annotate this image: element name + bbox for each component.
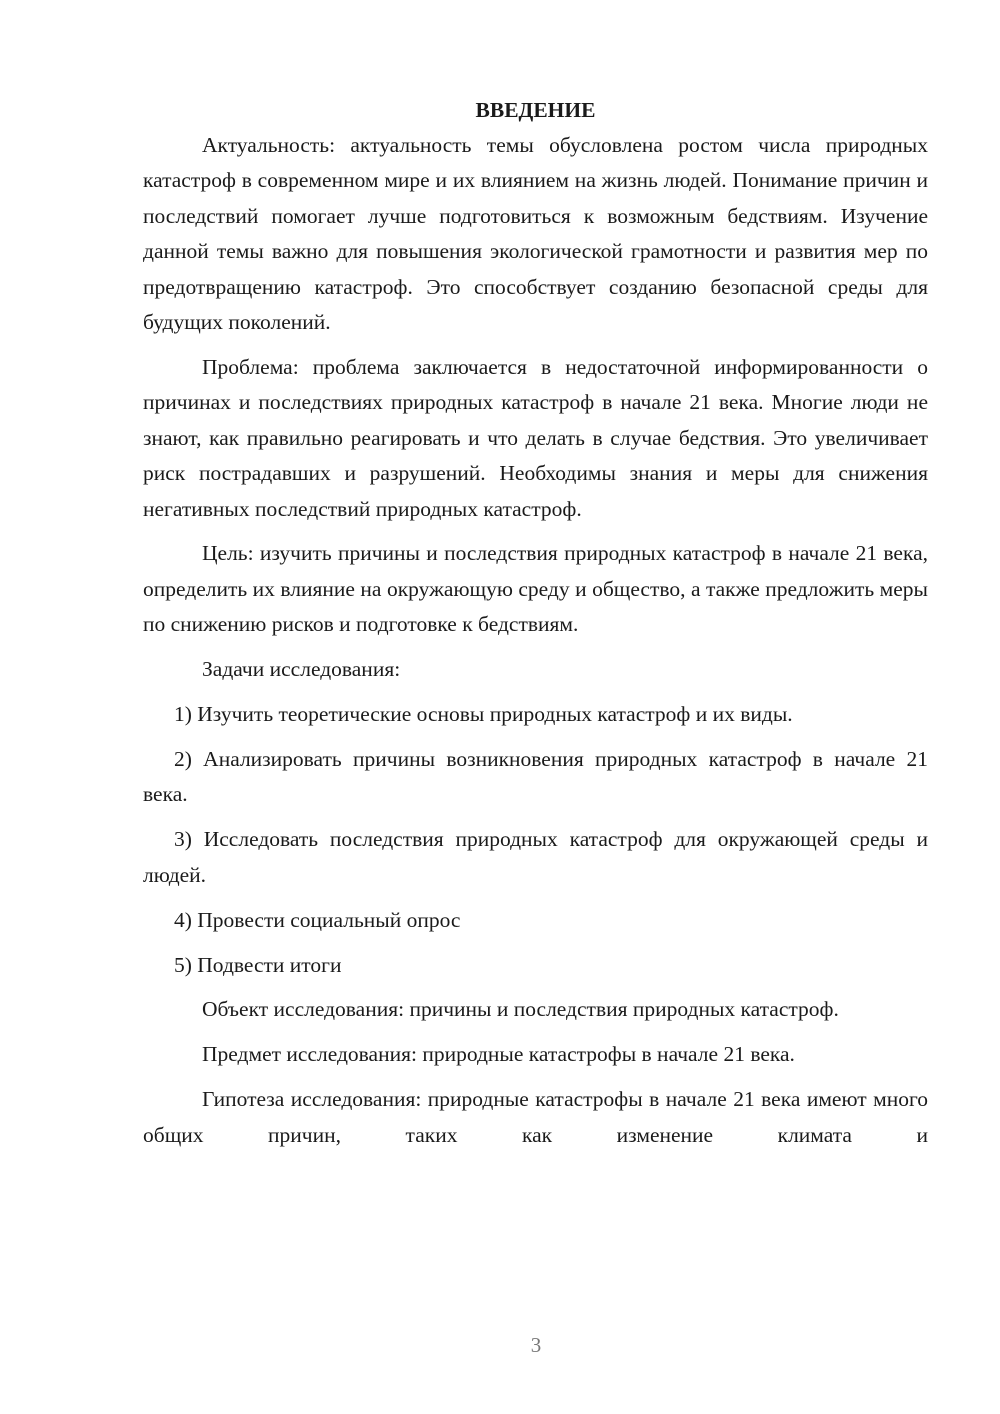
task-item-3: 3) Исследовать последствия природных катастроф для окружающей среды и людей. bbox=[143, 827, 928, 887]
hypothesis-paragraph: Гипотеза исследования: природные катастрофы в начале 21 века имеют много общих причин, таких как изменение климата и bbox=[143, 1087, 928, 1147]
task-item-5: 5) Подвести итоги bbox=[174, 952, 342, 977]
task-item-1: 1) Изучить теоретические основы природных катастроф и их виды. bbox=[174, 702, 793, 727]
object-paragraph: Объект исследования: причины и последствия природных катастроф. bbox=[202, 997, 839, 1022]
tasks-title: Задачи исследования: bbox=[202, 657, 401, 682]
goal-paragraph: Цель: изучить причины и последствия природных катастроф в начале 21 века, определить их влияние на окружающую среду и общество, а также предложить меры по снижению рисков и подготовке к бедствиям. bbox=[143, 541, 928, 637]
task-item-4: 4) Провести социальный опрос bbox=[174, 907, 461, 932]
task-item-2: 2) Анализировать причины возникновения природных катастроф в начале 21 века. bbox=[143, 747, 928, 807]
page-number: 3 bbox=[530, 1333, 542, 1357]
subject-paragraph: Предмет исследования: природные катастрофы в начале 21 века. bbox=[202, 1042, 795, 1067]
document-page bbox=[143, 96, 928, 1163]
problem-paragraph: Проблема: проблема заключается в недостаточной информированности о причинах и последствиях природных катастроф в начале 21 века. Многие люди не знают, как правильно реагировать и что делать в случае бедствия. Это увеличивает риск пострадавших и разрушений. Необходимы знания и меры для снижения негативных последствий природных катастроф. bbox=[143, 354, 928, 521]
page-heading: ВВЕДЕНИЕ bbox=[475, 98, 596, 122]
relevance-paragraph: Актуальность: актуальность темы обусловлена ростом числа природных катастроф в современном мире и их влиянием на жизнь людей. Понимание причин и последствий помогает лучше подготовиться к возможным бедствиям. Изучение данной темы важно для повышения экологической грамотности и развития мер по предотвращению катастроф. Это способствует созданию безопасной среды для будущих поколений. bbox=[143, 133, 928, 335]
